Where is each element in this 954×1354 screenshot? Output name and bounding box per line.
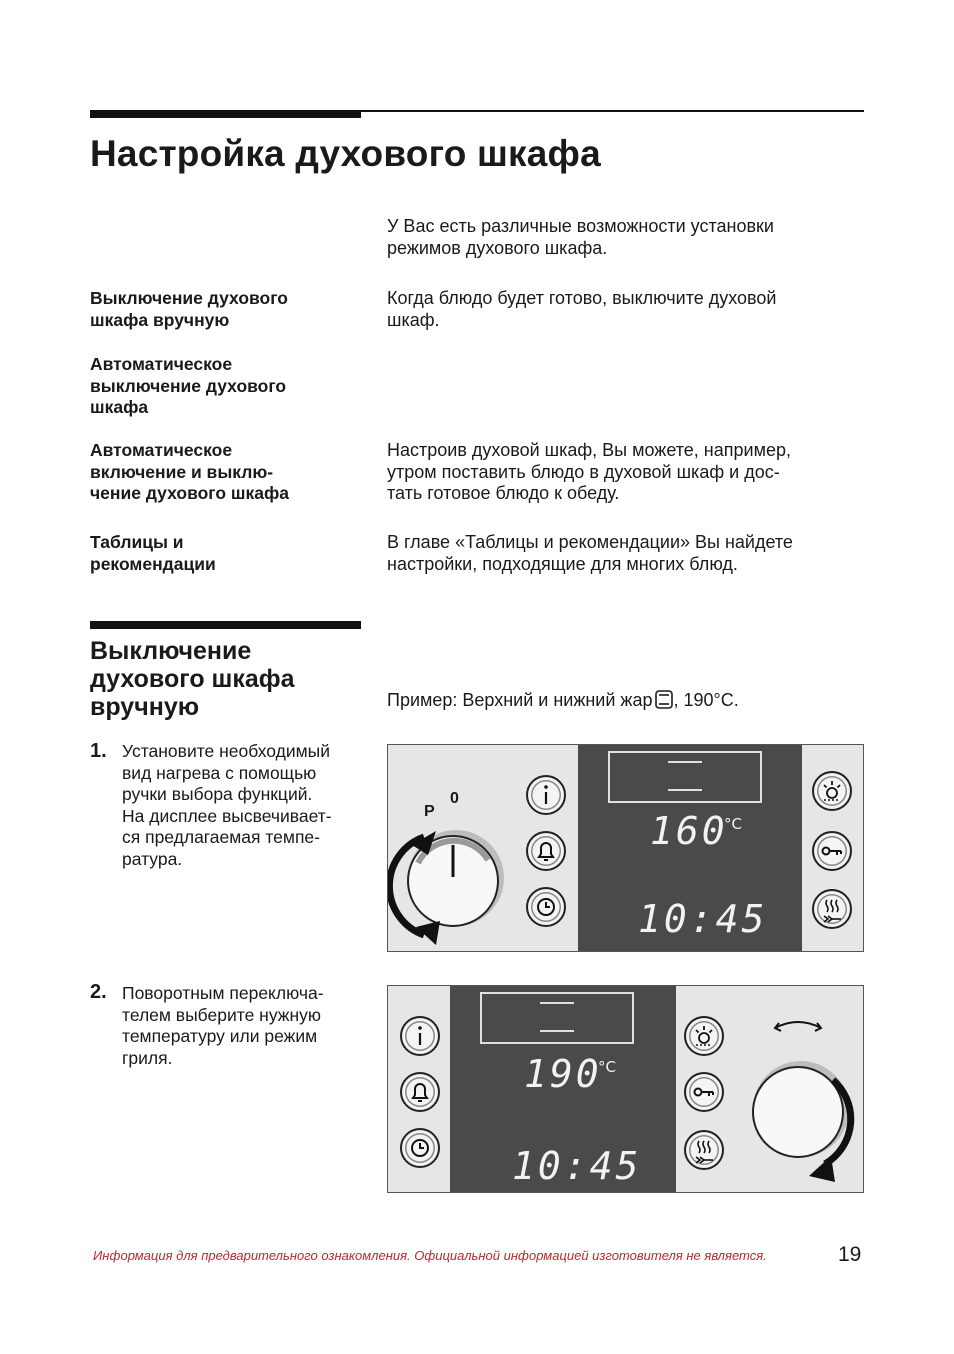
section-rule (90, 621, 361, 629)
time-readout: 10:45 (512, 1144, 642, 1188)
info-button[interactable] (400, 1016, 440, 1056)
clock-icon (528, 889, 564, 925)
oven-display (450, 986, 676, 1192)
section-title: Выключение духового шкафа вручную (90, 637, 295, 721)
key-lock-icon (686, 1074, 722, 1110)
control-panel-1 (387, 744, 864, 952)
step-number: 2. (90, 981, 107, 1003)
dial-label-p: P (424, 803, 435, 820)
top-bottom-heat-icon (655, 690, 673, 714)
time-readout: 10:45 (638, 897, 768, 941)
page-number: 19 (838, 1243, 862, 1266)
clock-icon (402, 1130, 438, 1166)
header-rule-thick (90, 110, 361, 118)
oven-light-icon (814, 773, 850, 809)
bell-icon (402, 1074, 438, 1110)
mode-indicator-box (480, 992, 634, 1044)
info-icon (528, 777, 564, 813)
overview-text-auto-on-off: Настроив духовой шкаф, Вы можете, например, утром поставить блюдо в духовой шкаф и дос- тать готовое блюдо к обеду. (387, 440, 791, 503)
temperature-dial[interactable] (733, 986, 863, 1192)
temperature-readout: 160 (650, 809, 728, 853)
overview-label-auto-on-off: Автоматическое включение и выклю- чение духового шкафа (90, 440, 290, 503)
oven-light-button[interactable] (812, 771, 852, 811)
footer-disclaimer: Информация для предварительного ознакомления. Официальной информацией изготовителя не является. (93, 1248, 767, 1263)
rapid-heat-button[interactable] (812, 889, 852, 929)
header-rule-thin (361, 110, 864, 112)
oven-light-button[interactable] (684, 1016, 724, 1056)
temperature-unit: °C (724, 815, 742, 833)
step-text: Установите необходимый вид нагрева с помощью ручки выбора функций. На дисплее высвечивает- ся предлагаемая темпе- ратура. (122, 741, 332, 869)
alarm-button[interactable] (526, 831, 566, 871)
clock-button[interactable] (526, 887, 566, 927)
temperature-unit: °C (598, 1058, 616, 1076)
step-number: 1. (90, 740, 107, 762)
child-lock-button[interactable] (812, 831, 852, 871)
oven-display (578, 745, 802, 951)
example-caption: Пример: Верхний и нижний жар , 190°С. (387, 690, 739, 714)
dial-label-zero: 0 (450, 790, 459, 807)
bell-icon (528, 833, 564, 869)
intro-text: У Вас есть различные возможности установки режимов духового шкафа. (387, 216, 774, 258)
rapid-heat-button[interactable] (684, 1130, 724, 1170)
alarm-button[interactable] (400, 1072, 440, 1112)
function-dial[interactable] (388, 745, 518, 951)
clock-button[interactable] (400, 1128, 440, 1168)
child-lock-button[interactable] (684, 1072, 724, 1112)
control-panel-2 (387, 985, 864, 1193)
overview-text-tables: В главе «Таблицы и рекомендации» Вы найдете настройки, подходящие для многих блюд. (387, 532, 793, 574)
rapid-heat-icon (686, 1132, 722, 1168)
info-icon (402, 1018, 438, 1054)
overview-text-manual-off: Когда блюдо будет готово, выключите духовой шкаф. (387, 288, 777, 330)
page-title: Настройка духового шкафа (90, 133, 601, 174)
oven-light-icon (686, 1018, 722, 1054)
step-text: Поворотным переключа- телем выберите нужную температуру или режим гриля. (122, 983, 324, 1068)
overview-label-manual-off: Выключение духового шкафа вручную (90, 288, 288, 330)
key-lock-icon (814, 833, 850, 869)
overview-label-tables: Таблицы и рекомендации (90, 532, 216, 574)
temperature-readout: 190 (524, 1052, 602, 1096)
mode-indicator-box (608, 751, 762, 803)
rapid-heat-icon (814, 891, 850, 927)
overview-label-auto-off: Автоматическое выключение духового шкафа (90, 354, 287, 417)
info-button[interactable] (526, 775, 566, 815)
